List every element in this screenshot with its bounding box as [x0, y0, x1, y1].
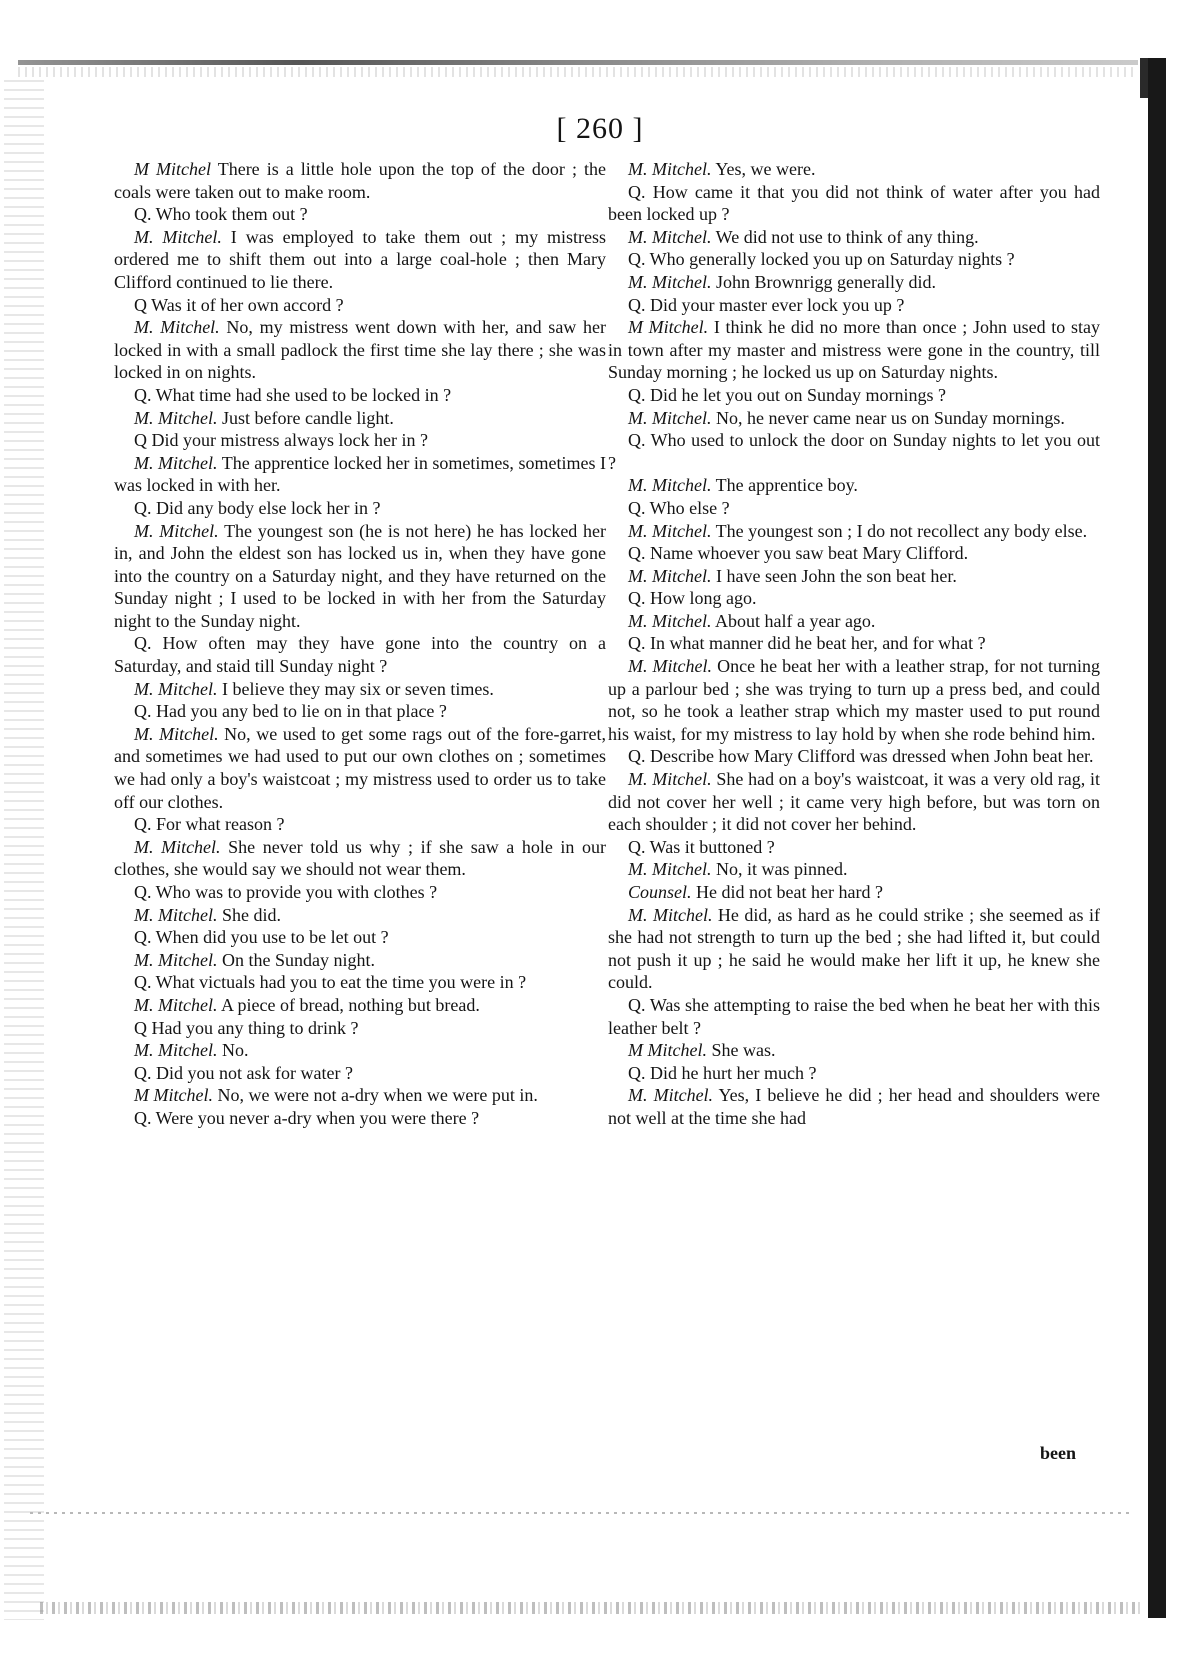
speaker-label: M. Mitchel. [134, 836, 221, 857]
speaker-label: M. Mitchel. [134, 994, 218, 1015]
testimony-paragraph [608, 836, 1100, 859]
testimony-paragraph [114, 949, 606, 972]
paragraph-text: Q. For what reason ? [134, 814, 285, 835]
paragraph-text: The youngest son ; I do not recollect any body else. [711, 520, 1088, 541]
speaker-label: M. Mitchel. [628, 859, 712, 880]
binding-edge [1148, 58, 1166, 1618]
paragraph-text: No. [217, 1040, 249, 1061]
testimony-paragraph [608, 1084, 1100, 1129]
paragraph-text: Q. How long ago. [628, 588, 757, 609]
testimony-paragraph [608, 407, 1100, 430]
paragraph-text: Q. What time had she used to be locked in ? [134, 384, 452, 405]
speaker-label: M. Mitchel. [628, 769, 712, 790]
paragraph-text: Q. Did any body else lock her in ? [134, 497, 381, 518]
paragraph-text: There is a little hole upon the top of the door ; the coals were taken out to make room. [114, 159, 606, 202]
paragraph-text: The apprentice locked her in sometimes, sometimes I was locked in with her. [114, 452, 606, 496]
testimony-paragraph [114, 407, 606, 430]
testimony-paragraph [608, 226, 1100, 249]
testimony-paragraph [608, 158, 1100, 181]
testimony-paragraph [114, 497, 606, 520]
speaker-label: M. Mitchel. [134, 317, 220, 338]
top-scan-noise [18, 67, 1138, 77]
speaker-label: M. Mitchel. [628, 904, 713, 925]
paragraph-text: Q Was it of her own accord ? [134, 294, 344, 315]
testimony-paragraph [608, 587, 1100, 610]
testimony-paragraph [608, 248, 1100, 271]
paragraph-text: Q. In what manner did he beat her, and for what ? [628, 633, 986, 654]
paragraph-text: No, we were not a-dry when we were put in. [212, 1085, 538, 1106]
speaker-label: M. Mitchel. [134, 904, 218, 925]
testimony-paragraph [114, 226, 606, 294]
bottom-scan-rule [30, 1512, 1130, 1514]
testimony-paragraph [114, 813, 606, 836]
speaker-label: M. Mitchel. [628, 565, 712, 586]
paragraph-text: Yes, I believe he did ; her head and shoulders were not well at the time she had [608, 1085, 1100, 1128]
paragraph-text: No, he never came near us on Sunday mornings. [711, 407, 1065, 428]
top-scan-rule [18, 60, 1138, 65]
paragraph-text: Q. Were you never a-dry when you were there ? [134, 1107, 480, 1128]
speaker-label: M Mitchel. [134, 1085, 213, 1106]
testimony-paragraph [114, 316, 606, 384]
testimony-paragraph [114, 971, 606, 994]
speaker-label: M. Mitchel. [628, 407, 712, 428]
testimony-paragraph [114, 700, 606, 723]
speaker-label: M Mitchel. [628, 1040, 707, 1061]
paragraph-text: Yes, we were. [711, 159, 816, 179]
speaker-label: M. Mitchel. [134, 407, 218, 428]
testimony-paragraph [608, 610, 1100, 633]
testimony-paragraph [114, 1017, 606, 1040]
testimony-paragraph [608, 294, 1100, 317]
testimony-paragraph [114, 203, 606, 226]
testimony-paragraph [608, 181, 1100, 226]
paragraph-text: Q. Name whoever you saw beat Mary Clifford. [628, 543, 969, 564]
paragraph-text: A piece of bread, nothing but bread. [217, 994, 480, 1015]
paragraph-text: No, we used to get some rags out of the fore-garret, and sometimes we had used to put our own clothes on ; sometimes we had only a boy's waistcoat ; my mistress used to order us to take off our clothes. [114, 723, 606, 812]
testimony-paragraph [114, 520, 606, 633]
testimony-paragraph [114, 723, 606, 813]
speaker-label: M. Mitchel. [628, 610, 712, 631]
testimony-paragraph [114, 1107, 606, 1130]
testimony-paragraph [114, 632, 606, 677]
paragraph-text: On the Sunday night. [217, 949, 375, 970]
paragraph-text: She was. [706, 1040, 776, 1061]
testimony-paragraph [608, 497, 1100, 520]
testimony-paragraph [608, 904, 1100, 994]
paragraph-text: I believe they may six or seven times. [217, 678, 494, 699]
paragraph-text: She did. [217, 904, 281, 925]
paragraph-text: No, my mistress went down with her, and saw her locked in with a small padlock the first time she lay there ; she was locked in on nights. [114, 317, 606, 383]
paragraph-text: John Brownrigg generally did. [711, 271, 936, 292]
paragraph-text: Q. Was it buttoned ? [628, 836, 775, 857]
testimony-paragraph [608, 271, 1100, 294]
paragraph-text: About half a year ago. [711, 610, 876, 631]
testimony-paragraph [114, 1039, 606, 1062]
paragraph-text: Q. Had you any bed to lie on in that place ? [134, 701, 447, 722]
speaker-label: M. Mitchel. [628, 1085, 714, 1106]
testimony-paragraph [608, 429, 1100, 474]
testimony-paragraph [608, 994, 1100, 1039]
testimony-paragraph [114, 384, 606, 407]
testimony-paragraph [608, 542, 1100, 565]
paragraph-text: I have seen John the son beat her. [711, 565, 957, 586]
paragraph-text: The youngest son (he is not here) he has locked her in, and John the eldest son has locked us in, when they have gone into the country on a Saturday night, and they have returned on the Sunday night ; I used to be locked in with her from the Saturday night to the Sunday night. [114, 520, 606, 631]
testimony-paragraph [114, 1084, 606, 1107]
testimony-paragraph [114, 452, 606, 497]
testimony-paragraph [608, 655, 1100, 745]
testimony-paragraph [608, 632, 1100, 655]
paragraph-text: Q. Did he let you out on Sunday mornings ? [628, 384, 946, 405]
paragraph-text: No, it was pinned. [711, 859, 848, 880]
paragraph-text: I was employed to take them out ; my mistress ordered me to shift them out into a large coal-hole ; then Mary Clifford continued to lie there. [114, 226, 606, 292]
speaker-label: M. Mitchel. [134, 723, 219, 744]
bottom-scan-noise [40, 1602, 1140, 1614]
speaker-label: Counsel. [628, 882, 692, 902]
testimony-paragraph [608, 1062, 1100, 1085]
paragraph-text: She never told us why ; if she saw a hole in our clothes, she would say we should not wear them. [114, 836, 606, 880]
paragraph-text: He did, as hard as he could strike ; she seemed as if she had not strength to turn up the bed ; she had lifted it, but could not push it up ; he said he would make her lift it up, he knew she could. [608, 904, 1100, 993]
paragraph-text: Q. Was she attempting to raise the bed when he beat her with this leather belt ? [608, 994, 1100, 1038]
paragraph-text: Q. Who was to provide you with clothes ? [134, 882, 438, 902]
paragraph-text: Q. Did your master ever lock you up ? [628, 294, 905, 315]
testimony-paragraph [114, 836, 606, 881]
paragraph-text: Once he beat her with a leather strap, for not turning up a parlour bed ; she was trying to turn up a press bed, and could not, so he took a leather strap which my master used to put round his waist, for my mistress to lay hold by when she rode behind him. [608, 656, 1100, 744]
testimony-paragraph [608, 881, 1100, 904]
paragraph-text: Q. What victuals had you to eat the time you were in ? [134, 972, 527, 993]
testimony-paragraph [608, 520, 1100, 543]
speaker-label: M. Mitchel. [134, 949, 218, 970]
paragraph-text: Q. Did you not ask for water ? [134, 1062, 353, 1083]
testimony-paragraph [608, 384, 1100, 407]
speaker-label: M. Mitchel. [628, 159, 712, 179]
paragraph-text: The apprentice boy. [711, 475, 858, 496]
speaker-label: M. Mitchel. [628, 271, 712, 292]
testimony-paragraph [608, 858, 1100, 881]
left-column [114, 158, 606, 1130]
paragraph-text: He did not beat her hard ? [691, 882, 883, 902]
speaker-label: M. Mitchel. [134, 678, 218, 699]
testimony-paragraph [114, 926, 606, 949]
catchword: been [1040, 1443, 1076, 1463]
paragraph-text: Q. Who used to unlock the door on Sunday nights to let you out ? [608, 430, 1100, 473]
speaker-label: M. Mitchel. [628, 656, 713, 677]
speaker-label: M. Mitchel. [628, 520, 712, 541]
paragraph-text: Q Did your mistress always lock her in ? [134, 430, 428, 451]
speaker-label: M. Mitchel. [134, 452, 218, 473]
testimony-paragraph [114, 294, 606, 317]
page-number: [ 260 ] [556, 112, 644, 145]
speaker-label: M. Mitchel. [628, 475, 712, 496]
paragraph-text: Q. How came it that you did not think of water after you had been locked up ? [608, 181, 1100, 225]
testimony-paragraph [608, 768, 1100, 836]
paragraph-text: Q. When did you use to be let out ? [134, 927, 389, 948]
testimony-paragraph [114, 678, 606, 701]
speaker-label: M Mitchel [134, 159, 211, 179]
left-margin-noise [4, 80, 44, 1620]
testimony-paragraph [608, 745, 1100, 768]
paragraph-text: Q Had you any thing to drink ? [134, 1017, 359, 1038]
speaker-label: M. Mitchel. [628, 226, 712, 247]
testimony-paragraph [114, 904, 606, 927]
testimony-paragraph [114, 994, 606, 1017]
testimony-paragraph [114, 429, 606, 452]
paragraph-text: I think he did no more than once ; John used to stay in town after my master and mistress were gone in the country, till Sunday morning ; he locked us up on Saturday nights. [608, 317, 1100, 383]
paragraph-text: Q. Who else ? [628, 497, 730, 518]
paragraph-text: We did not use to think of any thing. [711, 226, 979, 247]
paragraph-text: Q. Describe how Mary Clifford was dressed when John beat her. [628, 746, 1094, 767]
paragraph-text: Q. Who generally locked you up on Saturday nights ? [628, 249, 1015, 270]
testimony-paragraph [114, 881, 606, 904]
testimony-paragraph [114, 1062, 606, 1085]
speaker-label: M. Mitchel. [134, 1040, 218, 1061]
testimony-paragraph [608, 316, 1100, 384]
paragraph-text: Q. Who took them out ? [134, 204, 308, 225]
right-column [608, 158, 1100, 1130]
testimony-paragraph [608, 1039, 1100, 1062]
paragraph-text: Q. How often may they have gone into the country on a Saturday, and staid till Sunday night ? [114, 633, 606, 677]
speaker-label: M. Mitchel. [134, 226, 222, 247]
paragraph-text: Q. Did he hurt her much ? [628, 1062, 817, 1083]
testimony-paragraph [608, 474, 1100, 497]
testimony-paragraph [608, 565, 1100, 588]
paragraph-text: Just before candle light. [217, 407, 394, 428]
paragraph-text: She had on a boy's waistcoat, it was a very old rag, it did not cover her well ; it came very high before, but was torn on each shoulder ; it did not cover her behind. [608, 769, 1100, 835]
speaker-label: M Mitchel. [628, 317, 709, 338]
testimony-paragraph [114, 158, 606, 203]
speaker-label: M. Mitchel. [134, 520, 219, 541]
